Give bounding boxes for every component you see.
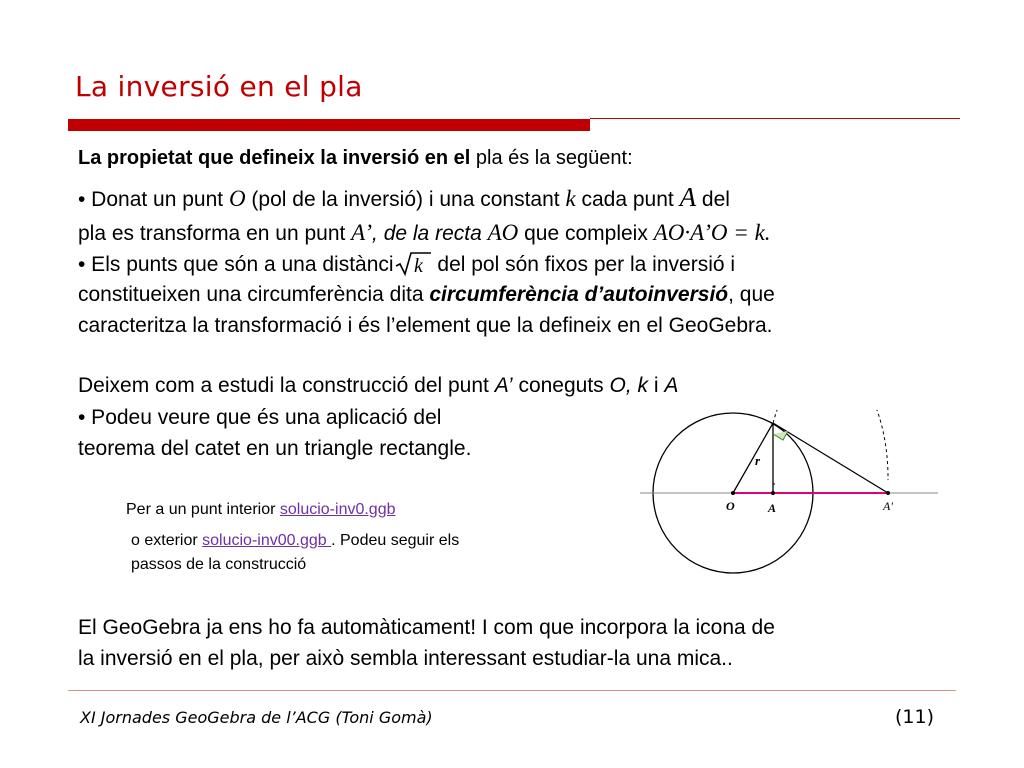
- dashed-arc: [773, 410, 888, 480]
- symbol-A-prime: A’: [494, 374, 513, 397]
- intro-rest: pla és la següent:: [470, 147, 633, 169]
- symbol-k: k: [565, 186, 576, 211]
- symbol-A: A: [664, 374, 679, 397]
- point-A: [771, 491, 775, 495]
- text-segment: Deixem com a estudi la construcció del punt: [78, 374, 495, 397]
- text-segment: del: [696, 188, 730, 211]
- text-segment: pla es transforma en un punt: [78, 222, 352, 245]
- text-segment: i: [648, 374, 665, 397]
- label-A-prime: A': [883, 499, 893, 513]
- steps-line: passos de la construcció: [131, 556, 307, 573]
- symbol-A: A: [679, 182, 697, 212]
- tangent-line: [773, 423, 888, 493]
- radius-r: [733, 423, 773, 493]
- label-A: A: [768, 501, 777, 515]
- text-segment: Per a un punt interior: [126, 501, 280, 518]
- text-segment: , que: [728, 283, 775, 306]
- autoinversion-term: circumferència d’autoinversió: [429, 283, 729, 306]
- exterior-link-line: [131, 532, 459, 550]
- text-segment: • Els punts que són a una distànci: [78, 253, 394, 276]
- text-segment: . Podeu seguir els: [331, 532, 460, 549]
- text-segment: , de la recta: [372, 222, 488, 245]
- study-line1: [78, 374, 678, 398]
- closing-line1: El GeoGebra ja ens ho fa automàticament! I com que incorpora la icona de: [78, 616, 775, 639]
- intro-line: [78, 147, 633, 170]
- label-O: O: [726, 499, 735, 513]
- point-O: [731, 491, 735, 495]
- page-number: (11): [895, 706, 935, 728]
- footer-credit: XI Jornades GeoGebra de l’ACG (Toni Gomà): [80, 708, 433, 727]
- text-segment: coneguts: [512, 374, 610, 397]
- right-angle-mark: [773, 431, 788, 440]
- symbols-O-k: O, k: [609, 374, 649, 397]
- symbol-O: O: [228, 186, 246, 211]
- bullet1-line2: [78, 220, 771, 246]
- slide-title: La inversió en el pla: [75, 70, 363, 103]
- symbol-AO: AO: [487, 220, 519, 245]
- text-segment: constitueixen una circumferència dita: [78, 283, 430, 306]
- text-segment: (pol de la inversió) i una constant: [245, 188, 566, 211]
- bullet1-line1: [78, 182, 730, 213]
- bullet2-line1: [78, 251, 735, 283]
- study-line2: • Podeu veure que és una aplicació del: [78, 406, 442, 429]
- bullet2-line2: [78, 283, 775, 307]
- intro-bold: La propietat que defineix la inversió en el: [78, 147, 471, 169]
- bullet2-line3: caracteritza la transformació i és l’element que la defineix en el GeoGebra.: [78, 314, 773, 337]
- text-segment: del pol són fixos per la inversió i: [431, 253, 736, 276]
- text-segment: que compleix: [518, 222, 654, 245]
- inversion-diagram: [640, 410, 940, 590]
- interior-link-line: [126, 501, 396, 519]
- label-r: r: [755, 453, 761, 468]
- text-segment: cada punt: [575, 188, 680, 211]
- text-segment: • Donat un punt: [78, 188, 229, 211]
- title-underline-thick: [68, 119, 590, 131]
- text-segment: o exterior: [131, 532, 203, 549]
- title-underline-thin: [590, 118, 960, 119]
- sqrt-k-symbol: k: [413, 255, 423, 277]
- link-solucio-inv0[interactable]: solucio-inv0.ggb: [279, 501, 396, 518]
- closing-line2: la inversió en el pla, per això sembla interessant estudiar-la una mica..: [78, 647, 733, 670]
- footer-divider: [68, 690, 956, 691]
- formula: AO·A’O = k.: [653, 220, 771, 245]
- study-line3: teorema del catet en un triangle rectangle.: [78, 437, 472, 460]
- point-A-prime: [886, 491, 890, 495]
- sqrt-k-formula: [394, 251, 432, 283]
- symbol-A-prime: A’: [351, 220, 373, 245]
- link-solucio-inv00[interactable]: solucio-inv00.ggb: [202, 532, 332, 549]
